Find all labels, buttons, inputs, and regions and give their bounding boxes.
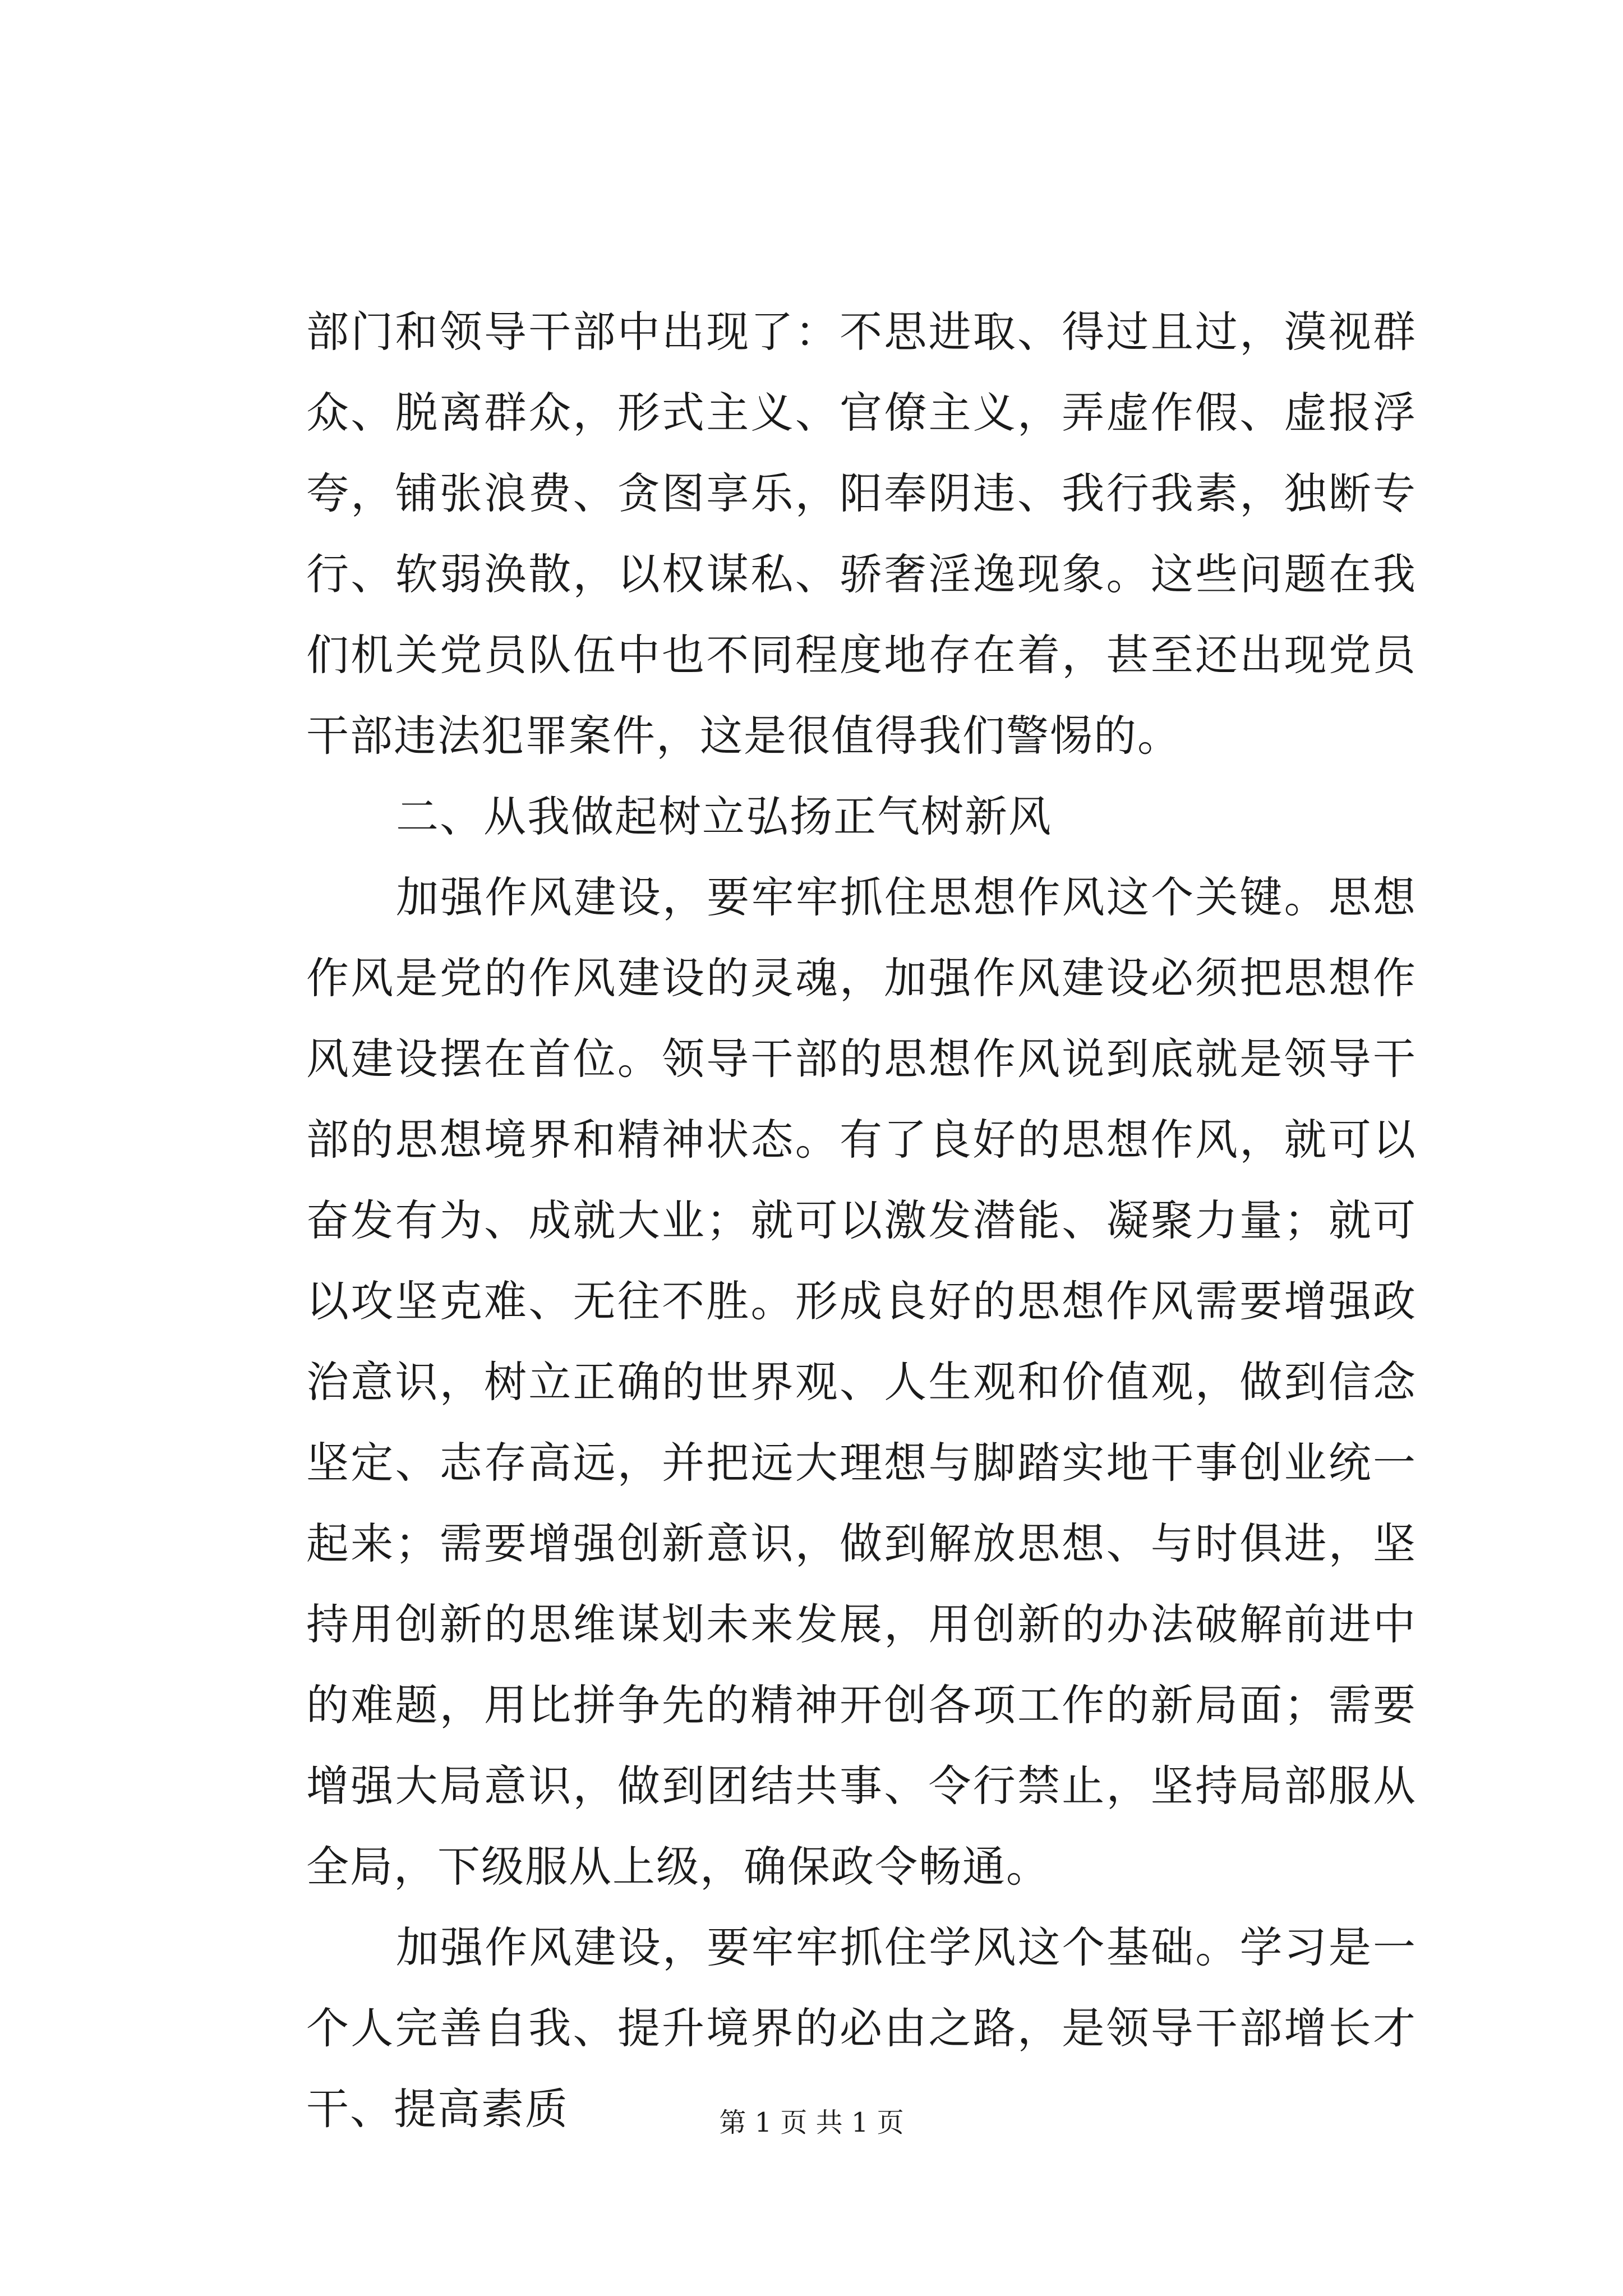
page-footer: 第 1 页 共 1 页 [719,2107,904,2138]
paragraph-1: 部门和领导干部中出现了：不思进取、得过且过，漠视群众、脱离群众，形式主义、官僚主义，弄虚作假、虚报浮夸，铺张浪费、贪图享乐，阳奉阴违、我行我素，独断专行、软弱涣散，以权谋私、骄奢淫逸现象。这些问题在我们机关党员队伍中也不同程度地存在着，甚至还出现党员干部违法犯罪案件，这是很值得我们警惕的。 [306,307,1417,761]
section-heading: 二、从我做起树立弘扬正气树新风 [396,792,1052,841]
paragraph-3: 加强作风建设，要牢牢抓住学风这个基础。学习是一个人完善自我、提升境界的必由之路，是领导干部增长才干、提高素质 [306,1922,1417,2134]
paragraph-2: 加强作风建设，要牢牢抓住思想作风这个关键。思想作风是党的作风建设的灵魂，加强作风建设必须把思想作风建设摆在首位。领导干部的思想作风说到底就是领导干部的思想境界和精神状态。有了良好的思想作风，就可以奋发有为、成就大业；就可以激发潜能、凝聚力量；就可以攻坚克难、无往不胜。形成良好的思想作风需要增强政治意识，树立正确的世界观、人生观和价值观，做到信念坚定、志存高远，并把远大理想与脚踏实地干事创业统一起来；需要增强创新意识，做到解放思想、与时俱进，坚持用创新的思维谋划未来发展，用创新的办法破解前进中的难题，用比拼争先的精神开创各项工作的新局面；需要增强大局意识，做到团结共事、令行禁止，坚持局部服从全局，下级服从上级，确保政令畅通。 [306,872,1417,1892]
document-body [306,292,1417,2150]
